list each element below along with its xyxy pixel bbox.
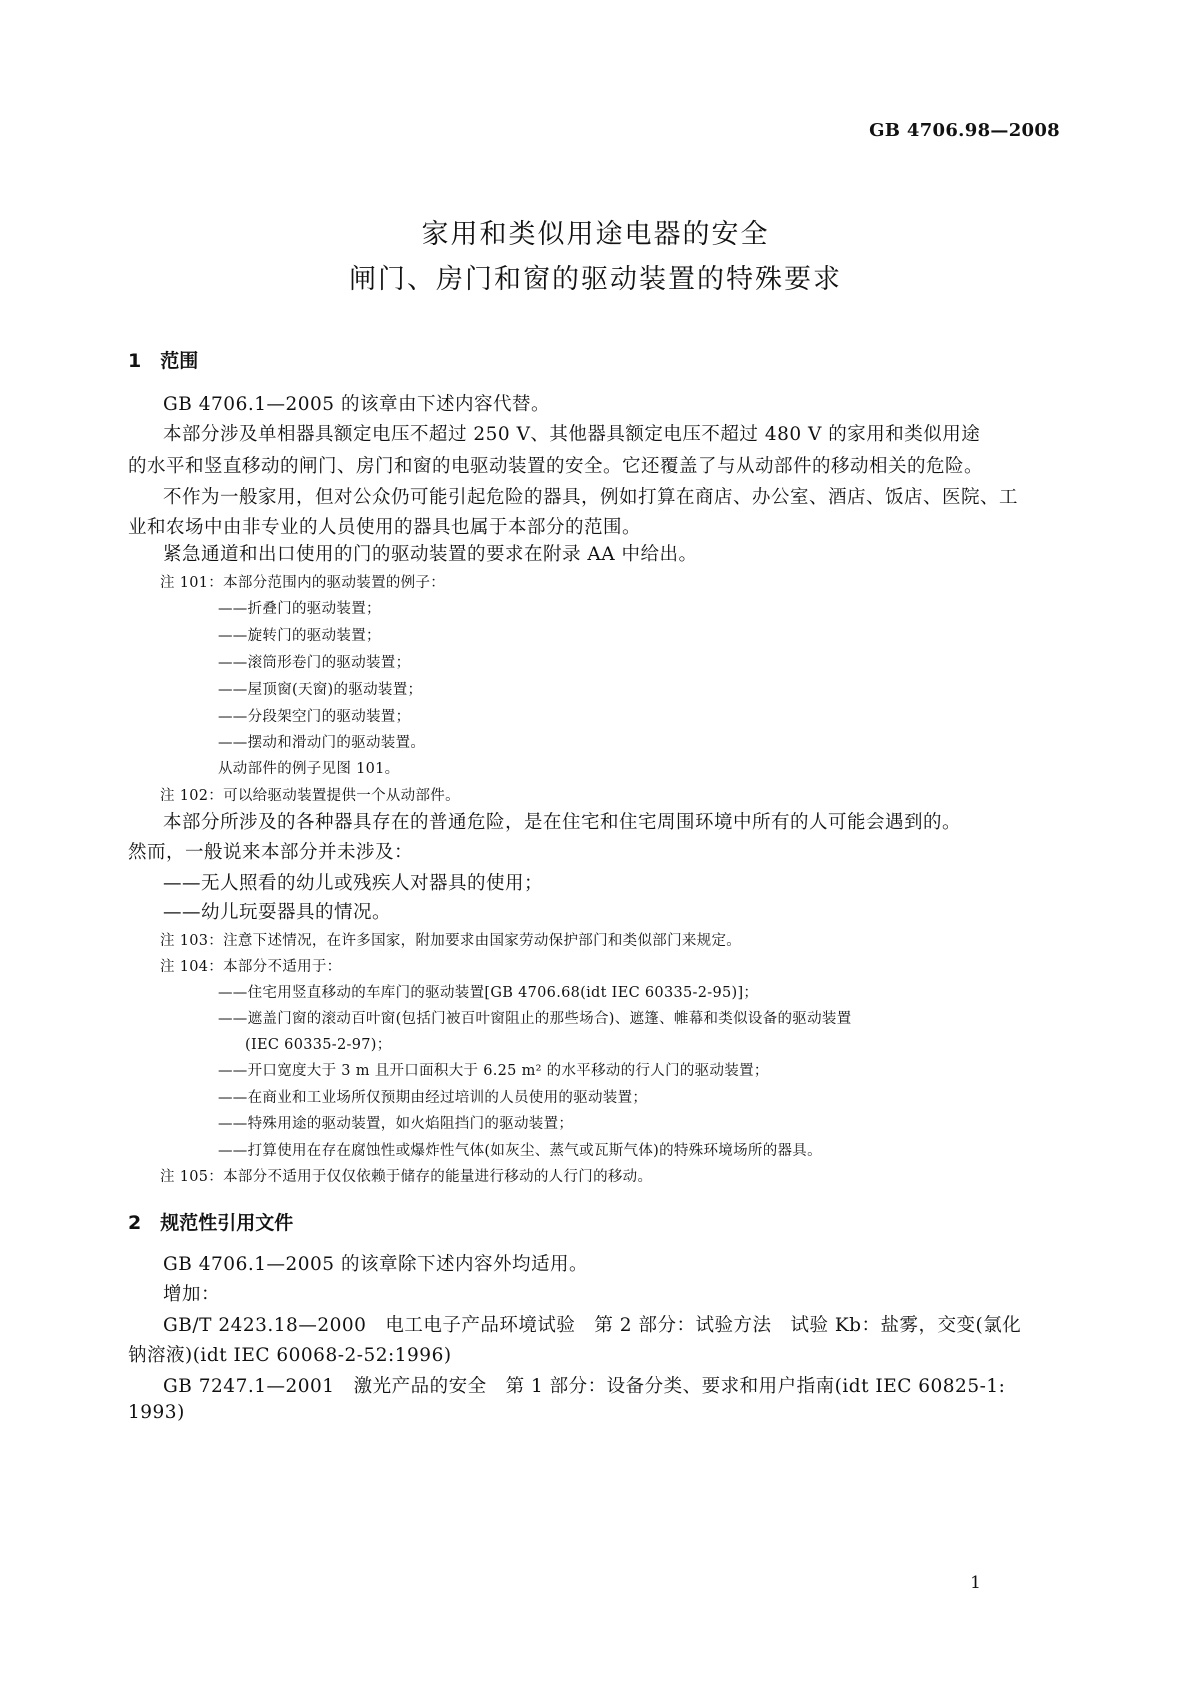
note-101-item: ——屋顶窗(天窗)的驱动装置； — [218, 682, 423, 698]
normative-reference: GB 7247.1—2001 激光产品的安全 第 1 部分：设备分类、要求和用户指南(idt IEC 60825-1: — [163, 1376, 1006, 1397]
normative-reference: GB/T 2423.18—2000 电工电子产品环境试验 第 2 部分：试验方法 试验 Kb：盐雾，交变(氯化 — [163, 1315, 1022, 1336]
normative-reference: 钠溶液)(idt IEC 60068-2-52:1996) — [128, 1345, 452, 1366]
note-101-item: ——滚筒形卷门的驱动装置； — [218, 655, 411, 671]
section-1-paragraph: 本部分涉及单相器具额定电压不超过 250 V、其他器具额定电压不超过 480 V 的家用和类似用途 — [163, 424, 981, 445]
section-2-paragraph: 增加： — [163, 1284, 221, 1305]
note-104-item: ——在商业和工业场所仅预期由经过培训的人员使用的驱动装置； — [218, 1090, 648, 1106]
note-105: 注 105：本部分不适用于仅仅依赖于储存的能量进行移动的人行门的移动。 — [160, 1169, 653, 1185]
note-101: 注 101：本部分范围内的驱动装置的例子： — [160, 575, 446, 591]
note-101-item: ——旋转门的驱动装置； — [218, 628, 381, 644]
section-1-paragraph: 然而，一般说来本部分并未涉及： — [128, 842, 414, 863]
note-101-tail: 从动部件的例子见图 101。 — [218, 761, 400, 777]
section-2-paragraph: GB 4706.1—2005 的该章除下述内容外均适用。 — [163, 1254, 588, 1275]
section-1-list-item: ——无人照看的幼儿或残疾人对器具的使用； — [163, 873, 544, 894]
note-104: 注 104：本部分不适用于： — [160, 959, 342, 975]
note-104-item: ——遮盖门窗的滚动百叶窗(包括门被百叶窗阻止的那些场合)、遮篷、帷幕和类似设备的驱动装置 — [218, 1011, 852, 1027]
note-102: 注 102：可以给驱动装置提供一个从动部件。 — [160, 788, 460, 804]
note-101-item: ——摆动和滑动门的驱动装置。 — [218, 735, 426, 751]
standard-code: GB 4706.98—2008 — [869, 120, 1060, 141]
note-101-item: ——折叠门的驱动装置； — [218, 601, 381, 617]
section-1-paragraph: 紧急通道和出口使用的门的驱动装置的要求在附录 AA 中给出。 — [163, 544, 698, 565]
section-1-paragraph: GB 4706.1—2005 的该章由下述内容代替。 — [163, 394, 550, 415]
note-104-item: ——打算使用在存在腐蚀性或爆炸性气体(如灰尘、蒸气或瓦斯气体)的特殊环境场所的器具。 — [218, 1143, 822, 1159]
note-103: 注 103：注意下述情况，在许多国家，附加要求由国家劳动保护部门和类似部门来规定。 — [160, 933, 742, 949]
note-101-item: ——分段架空门的驱动装置； — [218, 709, 411, 725]
normative-reference: 1993) — [128, 1402, 185, 1423]
section-1-list-item: ——幼儿玩耍器具的情况。 — [163, 902, 392, 923]
section-1-heading: 1 范围 — [128, 350, 199, 372]
section-1-paragraph: 本部分所涉及的各种器具存在的普通危险，是在住宅和住宅周围环境中所有的人可能会遇到的。 — [163, 812, 962, 833]
section-2-heading: 2 规范性引用文件 — [128, 1212, 294, 1234]
page-number: 1 — [970, 1573, 981, 1593]
document-title-line-1: 家用和类似用途电器的安全 — [421, 219, 770, 250]
section-1-paragraph: 的水平和竖直移动的闸门、房门和窗的电驱动装置的安全。它还覆盖了与从动部件的移动相关的危险。 — [128, 456, 984, 477]
note-104-item: ——开口宽度大于 3 m 且开口面积大于 6.25 m² 的水平移动的行人门的驱动装置； — [218, 1063, 769, 1079]
note-104-item: ——特殊用途的驱动装置，如火焰阻挡门的驱动装置； — [218, 1116, 574, 1132]
note-104-item: ——住宅用竖直移动的车库门的驱动装置[GB 4706.68(idt IEC 60335-2-95)]； — [218, 985, 759, 1001]
section-1-paragraph: 业和农场中由非专业的人员使用的器具也属于本部分的范围。 — [128, 517, 642, 538]
note-104-item: (IEC 60335-2-97)； — [245, 1037, 392, 1053]
document-title-line-2: 闸门、房门和窗的驱动装置的特殊要求 — [349, 264, 842, 295]
section-1-paragraph: 不作为一般家用，但对公众仍可能引起危险的器具，例如打算在商店、办公室、酒店、饭店、医院、工 — [163, 487, 1019, 508]
